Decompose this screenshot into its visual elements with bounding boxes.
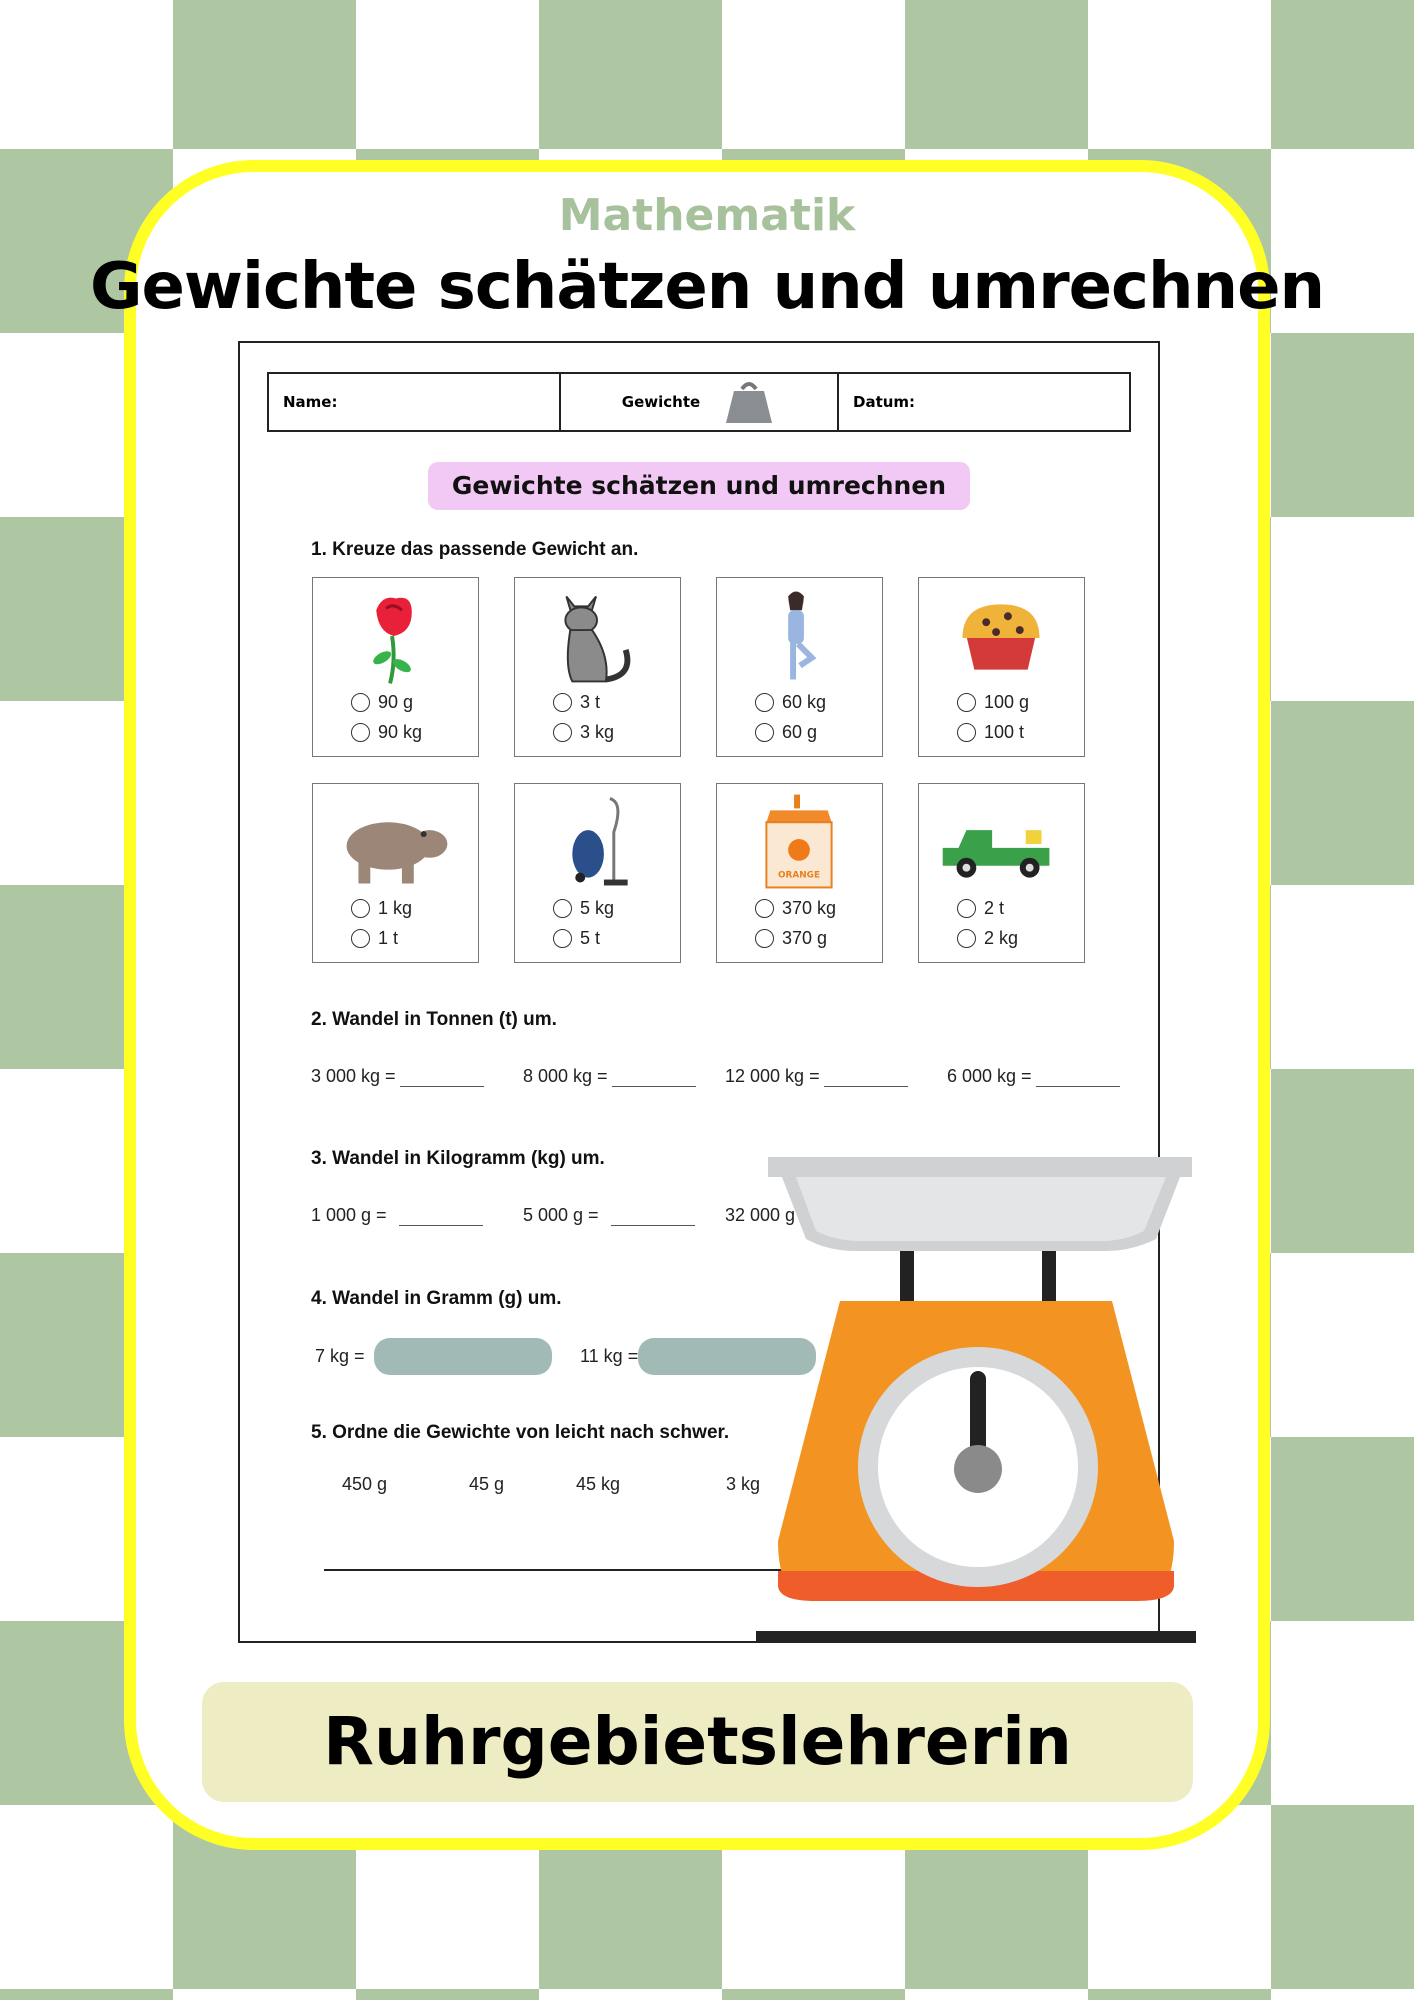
- task4-heading: 4. Wandel in Gramm (g) um.: [311, 1288, 562, 1309]
- muffin-icon: [919, 586, 1084, 686]
- option-label: 2 t: [984, 898, 1005, 918]
- answer-blank[interactable]: [400, 1068, 484, 1087]
- conversion-label: 3 000 kg =: [311, 1066, 396, 1086]
- answer-blank[interactable]: [612, 1068, 696, 1087]
- option-label: 60 g: [782, 722, 818, 742]
- name-label: Name:: [283, 393, 338, 411]
- conversion-label: 6 000 kg =: [947, 1066, 1032, 1086]
- radio-option[interactable]: [351, 722, 422, 743]
- weight-option-card: [312, 783, 479, 963]
- subject-label: Mathematik: [558, 190, 856, 241]
- conversion-label: 5 000 g =: [523, 1205, 599, 1225]
- conversion-label: 11 kg =: [580, 1346, 639, 1366]
- weight-item: 45 kg: [576, 1474, 621, 1494]
- date-field[interactable]: [839, 374, 1129, 430]
- weight-option-card: [716, 577, 883, 757]
- radio-button[interactable]: [957, 693, 976, 712]
- weight-option-card: [514, 783, 681, 963]
- option-label: 3 kg: [580, 722, 615, 742]
- option-label: 1 kg: [378, 898, 413, 918]
- radio-option[interactable]: [755, 898, 836, 919]
- date-label: Datum:: [853, 393, 916, 411]
- answer-blank[interactable]: [399, 1207, 483, 1226]
- option-label: 5 kg: [580, 898, 615, 918]
- radio-option[interactable]: [553, 898, 614, 919]
- conversion-label: 12 000 kg =: [725, 1066, 820, 1086]
- answer-blank[interactable]: [824, 1068, 908, 1087]
- conversion-item: [523, 1066, 696, 1087]
- radio-button[interactable]: [553, 929, 572, 948]
- conversion-item: [311, 1205, 483, 1226]
- conversion-label: 7 kg =: [315, 1346, 365, 1366]
- radio-button[interactable]: [755, 929, 774, 948]
- conversion-label: 8 000 kg =: [523, 1066, 608, 1086]
- name-field[interactable]: [269, 374, 561, 430]
- topic-cell: [561, 374, 839, 430]
- radio-option[interactable]: [755, 928, 827, 949]
- vacuum-cleaner-icon: [515, 792, 680, 892]
- brand-banner: Ruhrgebietslehrerin: [202, 1682, 1193, 1802]
- radio-button[interactable]: [957, 723, 976, 742]
- conversion-item: [523, 1205, 695, 1226]
- radio-button[interactable]: [957, 899, 976, 918]
- weight-option-card: [918, 577, 1085, 757]
- radio-option[interactable]: [957, 692, 1029, 713]
- weight-item: 450 g: [342, 1474, 388, 1494]
- radio-button[interactable]: [351, 693, 370, 712]
- weight-item: 3 kg: [726, 1474, 761, 1494]
- conversion-label: 1 000 g =: [311, 1205, 387, 1225]
- radio-button[interactable]: [553, 693, 572, 712]
- weight-item: 45 g: [469, 1474, 505, 1494]
- worksheet-header: [267, 372, 1131, 432]
- girl-icon: [717, 586, 882, 686]
- weight-option-card: [514, 577, 681, 757]
- conversion-item: [725, 1066, 908, 1087]
- option-label: 100 g: [984, 692, 1030, 712]
- radio-button[interactable]: [351, 899, 370, 918]
- option-label: 370 kg: [782, 898, 837, 918]
- conversion-label: 32 000 g: [725, 1205, 796, 1225]
- kitchen-scale-icon: [756, 1155, 1196, 1645]
- radio-button[interactable]: [755, 899, 774, 918]
- rose-icon: [313, 586, 478, 686]
- weight-icon: [722, 379, 776, 425]
- hippo-icon: [313, 792, 478, 892]
- radio-option[interactable]: [957, 898, 1004, 919]
- radio-option[interactable]: [553, 928, 600, 949]
- option-label: 2 kg: [984, 928, 1019, 948]
- pickup-truck-icon: [919, 792, 1084, 892]
- radio-option[interactable]: [553, 692, 600, 713]
- task5-heading: 5. Ordne die Gewichte von leicht nach schwer.: [311, 1422, 730, 1443]
- option-label: 3 t: [580, 692, 601, 712]
- radio-button[interactable]: [755, 693, 774, 712]
- answer-line[interactable]: [324, 1569, 784, 1571]
- weight-option-card: [716, 783, 883, 963]
- option-label: 5 t: [580, 928, 601, 948]
- answer-blank[interactable]: [611, 1207, 695, 1226]
- topic-label: Gewichte: [621, 393, 701, 411]
- cat-icon: [515, 586, 680, 686]
- radio-option[interactable]: [351, 928, 398, 949]
- poster-title: Gewichte schätzen und umrechnen: [89, 250, 1325, 324]
- worksheet-title: Gewichte schätzen und umrechnen: [428, 462, 970, 510]
- juice-carton-icon: [717, 792, 882, 892]
- option-label: 370 g: [782, 928, 828, 948]
- radio-option[interactable]: [957, 928, 1018, 949]
- conversion-item: [947, 1066, 1120, 1087]
- radio-option[interactable]: [553, 722, 614, 743]
- carton-label: ORANGE: [777, 870, 821, 881]
- radio-option[interactable]: [755, 692, 826, 713]
- radio-button[interactable]: [957, 929, 976, 948]
- weight-option-card: [918, 783, 1085, 963]
- radio-option[interactable]: [351, 898, 412, 919]
- radio-option[interactable]: [351, 692, 413, 713]
- answer-blank[interactable]: [1036, 1068, 1120, 1087]
- task3-heading: 3. Wandel in Kilogramm (kg) um.: [311, 1148, 605, 1169]
- option-label: 1 t: [378, 928, 399, 948]
- option-label: 90 kg: [378, 722, 423, 742]
- option-label: 90 g: [378, 692, 414, 712]
- radio-button[interactable]: [755, 723, 774, 742]
- conversion-item: [311, 1066, 484, 1087]
- task2-heading: 2. Wandel in Tonnen (t) um.: [311, 1009, 557, 1030]
- radio-button[interactable]: [553, 899, 572, 918]
- option-label: 100 t: [984, 722, 1025, 742]
- radio-option[interactable]: [755, 722, 817, 743]
- radio-option[interactable]: [957, 722, 1024, 743]
- option-label: 60 kg: [782, 692, 827, 712]
- answer-box[interactable]: [374, 1338, 552, 1375]
- radio-button[interactable]: [351, 929, 370, 948]
- radio-button[interactable]: [553, 723, 572, 742]
- weight-option-card: [312, 577, 479, 757]
- task1-heading: 1. Kreuze das passende Gewicht an.: [311, 539, 639, 560]
- radio-button[interactable]: [351, 723, 370, 742]
